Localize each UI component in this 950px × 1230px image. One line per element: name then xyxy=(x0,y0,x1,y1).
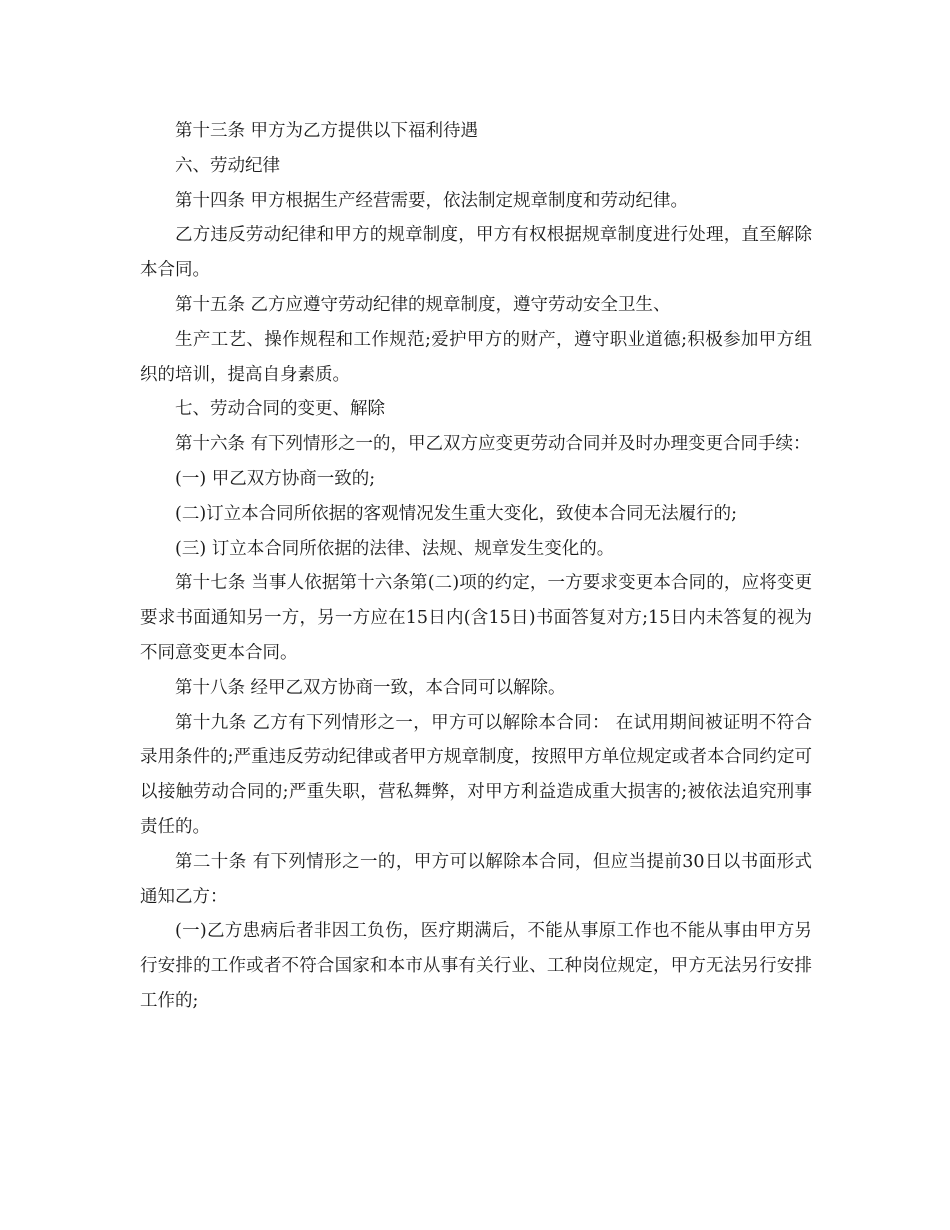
article-16-item-3: (三) 订立本合同所依据的法律、法规、规章发生变化的。 xyxy=(175,538,615,559)
article-20-item-1: (一)乙方患病后者非因工负伤，医疗期满后，不能从事原工作也不能从事由甲方另行安排的工作或者不符合国家和本市从事有关行业、工种岗位规定，甲方无法另行安排工作的; xyxy=(140,921,812,1011)
paragraph-discipline-violation: 乙方违反劳动纪律和甲方的规章制度，甲方有权根据规章制度进行处理，直至解除本合同。 xyxy=(140,225,812,281)
article-16: 第十六条 有下列情形之一的，甲乙双方应变更劳动合同并及时办理变更合同手续： xyxy=(175,434,811,455)
paragraph-work-rules: 生产工艺、操作规程和工作规范;爱护甲方的财产，遵守职业道德;积极参加甲方组织的培训，提高自身素质。 xyxy=(140,329,812,385)
article-16-item-2: (二)订立本合同所依据的客观情况发生重大变化，致使本合同无法履行的; xyxy=(175,503,738,524)
section-heading-contract-change: 七、劳动合同的变更、解除 xyxy=(175,399,385,420)
document-body xyxy=(140,114,812,1019)
article-19: 第十九条 乙方有下列情形之一，甲方可以解除本合同： 在试用期间被证明不符合录用条件的;严重违反劳动纪律或者甲方规章制度，按照甲方单位规定或者本合同约定可以接触劳动合同的;严重失职，营私舞弊，对甲方利益造成重大损害的;被依法追究刑事责任的。 xyxy=(140,712,812,837)
article-16-item-1: (一) 甲乙双方协商一致的; xyxy=(175,468,376,489)
article-20: 第二十条 有下列情形之一的，甲方可以解除本合同，但应当提前30日以书面形式通知乙方： xyxy=(140,851,812,907)
article-17: 第十七条 当事人依据第十六条第(二)项的约定，一方要求变更本合同的，应将变更要求书面通知另一方，另一方应在15日内(含15日)书面答复对方;15日内未答复的视为不同意变更本合同。 xyxy=(140,573,812,663)
article-18: 第十八条 经甲乙双方协商一致，本合同可以解除。 xyxy=(175,677,566,698)
article-15: 第十五条 乙方应遵守劳动纪律的规章制度，遵守劳动安全卫生、 xyxy=(175,294,671,315)
article-13: 第十三条 甲方为乙方提供以下福利待遇 xyxy=(175,121,479,141)
section-heading-labor-discipline: 六、劳动纪律 xyxy=(175,155,280,176)
article-14: 第十四条 甲方根据生产经营需要，依法制定规章制度和劳动纪律。 xyxy=(175,190,689,211)
